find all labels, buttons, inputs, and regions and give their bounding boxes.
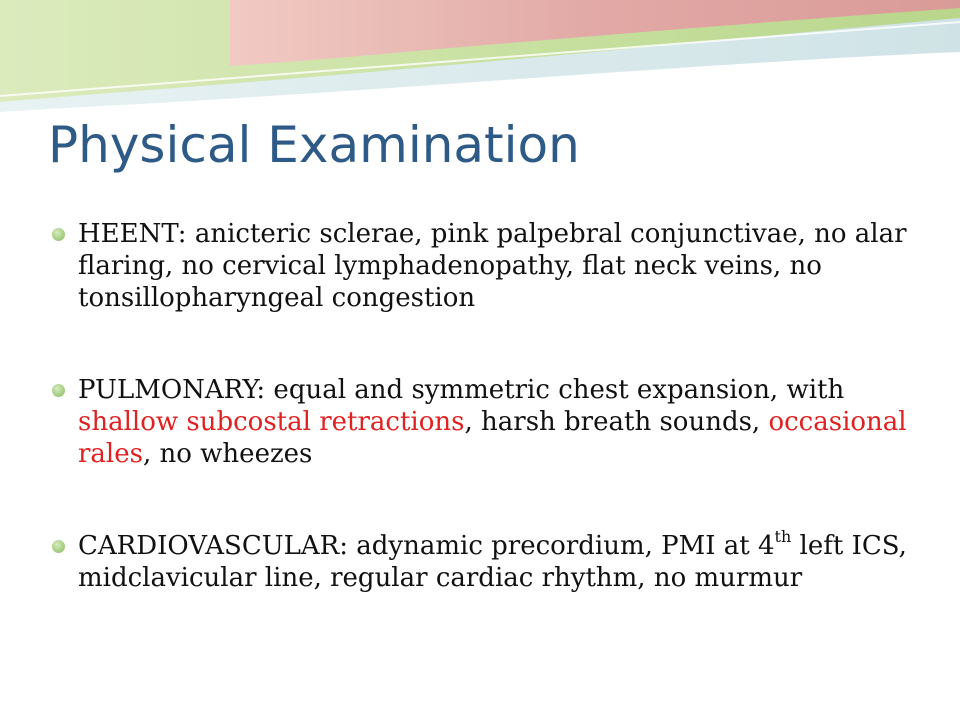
bullet-pulmonary-text-3: , no wheezes [142, 439, 313, 469]
bullet-heent-text: HEENT: anicteric sclerae, pink palpebral conjunctivae, no alar flaring, no cervical lymphadenopathy, flat neck veins, no tonsillopharyngeal congestion [78, 219, 907, 313]
slide-title: Physical Examination [48, 116, 580, 174]
bullet-pulmonary-text-2: , harsh breath sounds, [464, 407, 769, 437]
highlight-subcostal-retractions: shallow subcostal retractions [78, 407, 465, 437]
bullet-dot-icon [52, 384, 65, 397]
bullet-heent [52, 218, 912, 314]
bullet-cardiovascular-text-2: left ICS, midclavicular line, regular cardiac rhythm, no murmur [78, 531, 907, 593]
bullet-list [52, 218, 912, 594]
bullet-cardiovascular [52, 527, 912, 594]
bullet-cardiovascular-text-1: CARDIOVASCULAR: adynamic precordium, PMI at 4 [78, 531, 775, 561]
bullet-pulmonary-text-1: PULMONARY: equal and symmetric chest expansion, with [78, 375, 845, 405]
bullet-dot-icon [52, 540, 65, 553]
highlight-occasional-rales: occasional rales [78, 407, 907, 469]
header-swoosh-decoration [0, 0, 960, 120]
bullet-dot-icon [52, 228, 65, 241]
bullet-pulmonary [52, 374, 912, 470]
ordinal-superscript: th [774, 527, 792, 546]
